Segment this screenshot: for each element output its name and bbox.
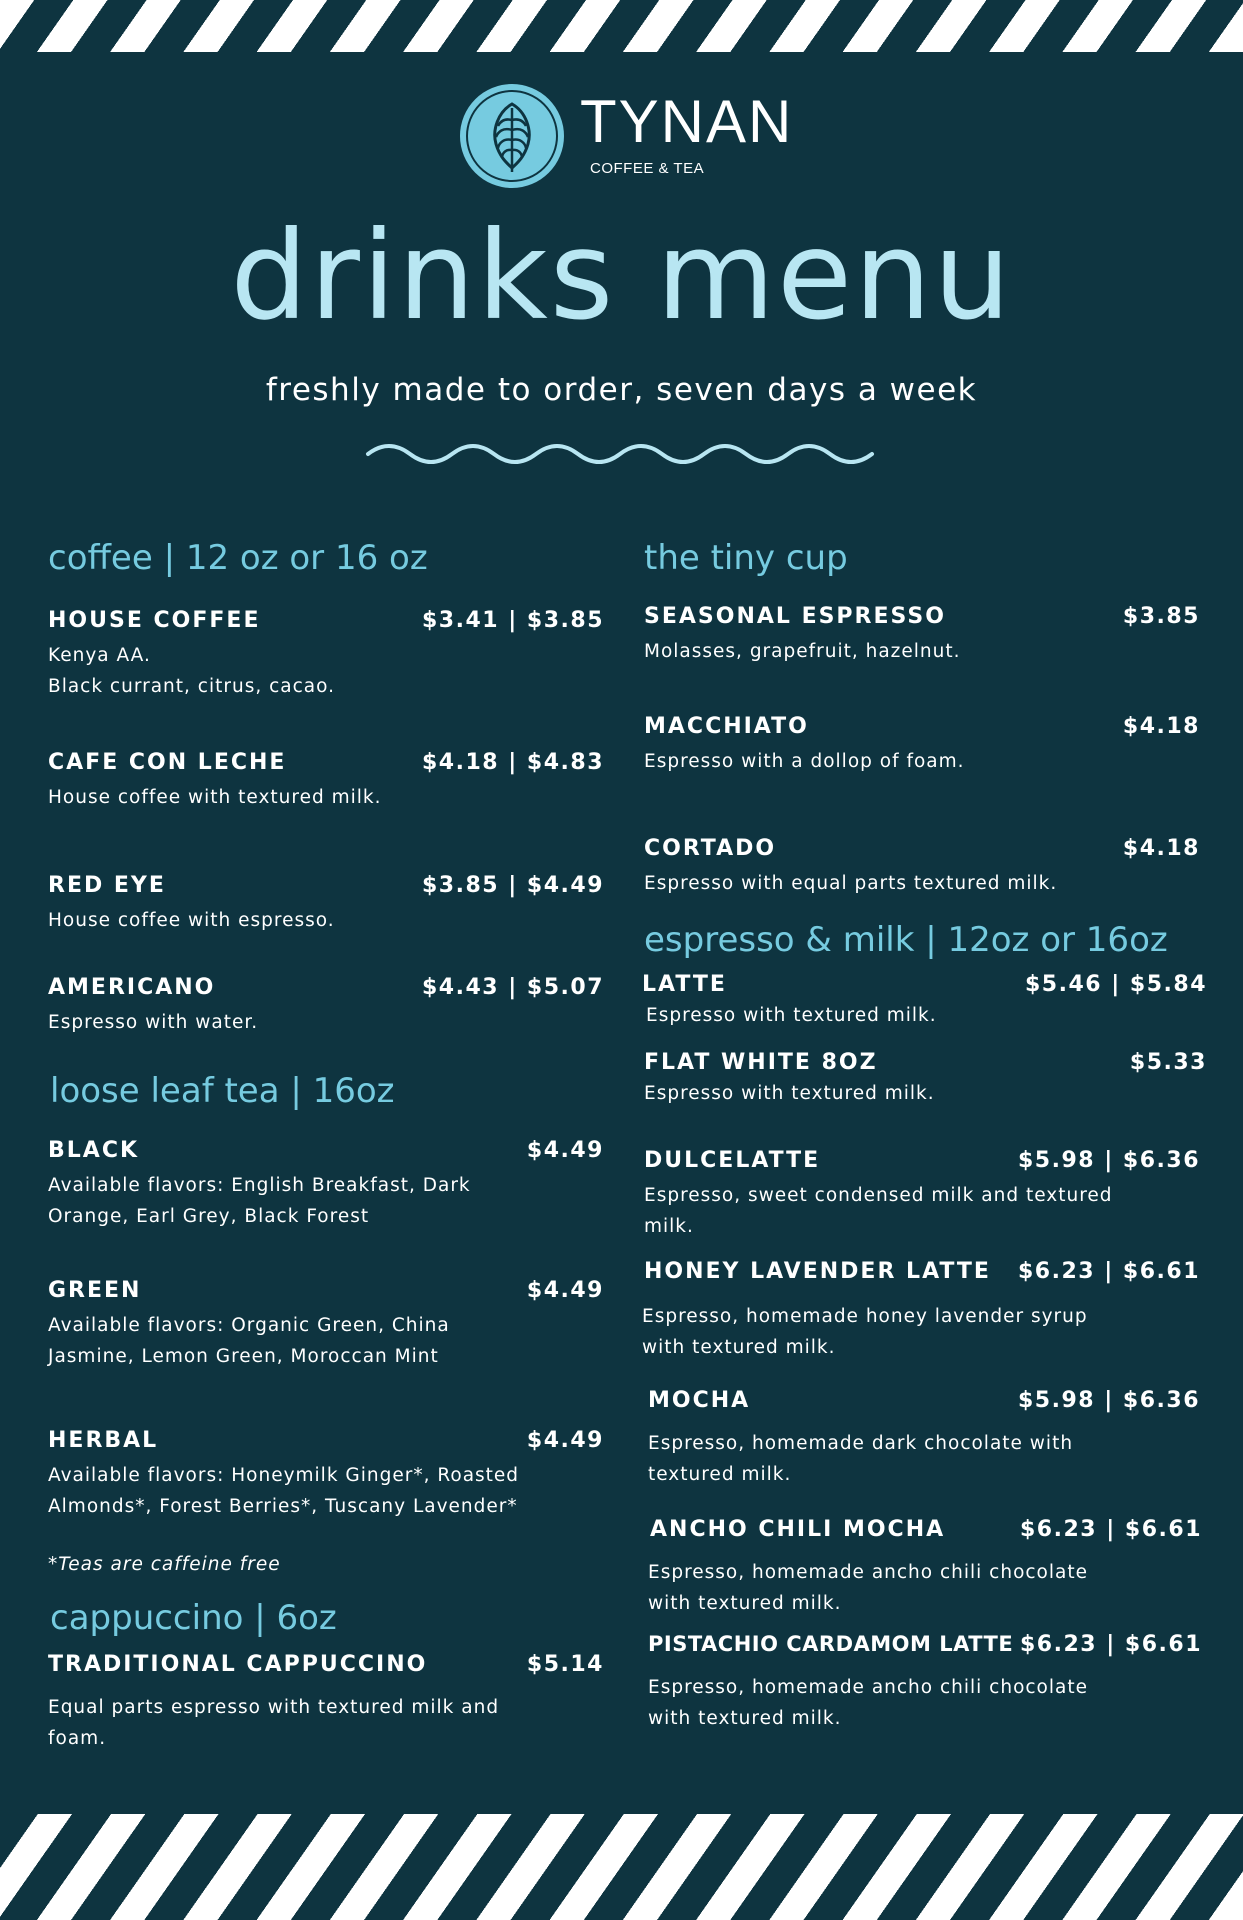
item-name: PISTACHIO CARDAMOM LATTE [648,1632,1014,1656]
item-description: Espresso, sweet condensed milk and textured milk. [644,1185,1113,1237]
item-description: Espresso with equal parts textured milk. [644,873,1058,894]
section-title-espresso-milk: espresso & milk | 12oz or 16oz [644,920,1168,960]
item-description: Espresso, homemade honey lavender syrup with textured milk. [642,1306,1088,1358]
item-description: Espresso with textured milk. [644,1083,935,1104]
item-description: Available flavors: English Breakfast, Dark Orange, Earl Grey, Black Forest [48,1175,471,1227]
section-title-coffee: coffee | 12 oz or 16 oz [48,538,428,578]
latte-art-leaf-logo-icon [458,82,566,190]
item-name: LATTE [642,972,727,997]
item-price: $4.18 [1122,714,1200,739]
item-price: $6.23 | $6.61 [1019,1517,1202,1542]
item-name: ANCHO CHILI MOCHA [650,1517,946,1542]
item-name: MOCHA [648,1388,751,1413]
item-description: Espresso, homemade ancho chili chocolate with textured milk. [648,1677,1088,1729]
item-price: $6.23 | $6.61 [1017,1259,1200,1284]
item-price: $3.41 | $3.85 [421,608,604,633]
item-price: $4.18 [1122,836,1200,861]
item-price: $5.98 | $6.36 [1017,1148,1200,1173]
item-price: $4.18 | $4.83 [421,750,604,775]
item-description: Kenya AA. Black currant, citrus, cacao. [48,645,335,697]
item-description: Espresso with textured milk. [646,1005,937,1026]
brand-tagline: COFFEE & TEA [590,160,705,177]
item-price: $4.49 [526,1278,604,1303]
item-name: CORTADO [644,836,777,861]
item-price: $3.85 | $4.49 [421,873,604,898]
item-price: $4.43 | $5.07 [421,975,604,1000]
page-subtitle: freshly made to order, seven days a week [265,372,978,408]
item-price: $4.49 [526,1428,604,1453]
brand-name: TYNAN [580,88,794,155]
item-description: Espresso, homemade dark chocolate with textured milk. [648,1433,1074,1485]
item-description: Available flavors: Honeymilk Ginger*, Roasted Almonds*, Forest Berries*, Tuscany Lavender* [48,1465,520,1517]
item-name: AMERICANO [48,975,216,1000]
item-description: Espresso, homemade ancho chili chocolate with textured milk. [648,1562,1088,1614]
item-price: $5.14 [526,1652,604,1677]
item-name: HONEY LAVENDER LATTE [644,1259,991,1284]
item-price: $6.23 | $6.61 [1019,1632,1202,1657]
item-name: MACCHIATO [644,714,809,739]
item-price: $4.49 [526,1138,604,1163]
item-name: CAFE CON LECHE [48,750,287,775]
item-name: RED EYE [48,873,166,898]
section-title-tea: loose leaf tea | 16oz [50,1071,395,1111]
section-title-tiny-cup: the tiny cup [644,538,848,578]
wave-divider [364,436,880,466]
item-description: Molasses, grapefruit, hazelnut. [644,641,961,662]
item-name: SEASONAL ESPRESSO [644,604,946,629]
item-name: GREEN [48,1278,142,1303]
item-description: Espresso with a dollop of foam. [644,751,965,772]
tea-footnote: *Teas are caffeine free [48,1554,281,1575]
item-name: BLACK [48,1138,140,1163]
item-price: $5.98 | $6.36 [1017,1388,1200,1413]
item-description: House coffee with espresso. [48,910,335,931]
item-price: $5.33 [1129,1050,1207,1075]
item-name: HERBAL [48,1428,159,1453]
item-description: House coffee with textured milk. [48,787,382,808]
bottom-stripe-border [0,1814,1243,1920]
item-price: $5.46 | $5.84 [1024,972,1207,997]
item-description: Available flavors: Organic Green, China Jasmine, Lemon Green, Moroccan Mint [48,1315,450,1367]
item-description: Espresso with water. [48,1012,259,1033]
page-title: drinks menu [230,205,1013,347]
item-name: DULCELATTE [644,1148,821,1173]
item-name: FLAT WHITE 8OZ [644,1050,878,1075]
item-name: TRADITIONAL CAPPUCCINO [48,1652,428,1677]
section-title-cappuccino: cappuccino | 6oz [50,1598,337,1638]
top-stripe-border [0,0,1243,52]
item-price: $3.85 [1122,604,1200,629]
item-name: HOUSE COFFEE [48,608,261,633]
item-description: Equal parts espresso with textured milk and foam. [48,1697,500,1749]
